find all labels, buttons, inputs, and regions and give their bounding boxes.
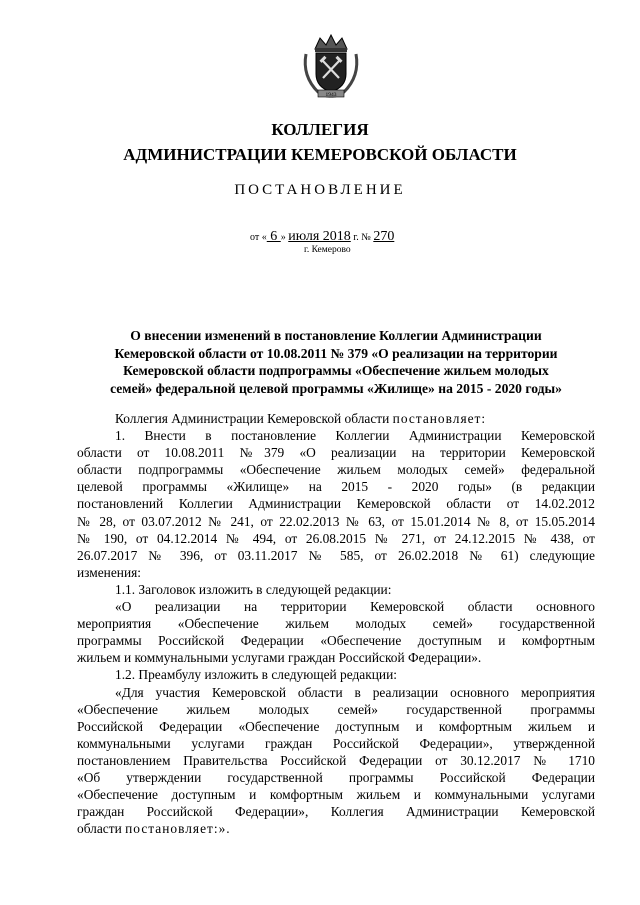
date-month-year: июля 2018: [288, 229, 351, 244]
paragraph-line: постановлений Коллегии Администрации Кемеровской области от 14.02.2012: [77, 496, 595, 512]
intro-paragraph: [77, 410, 595, 427]
quote-line: «Об утверждении государственной программы Российской Федерации: [77, 769, 595, 785]
paragraph-1-2: 1.2. Преамбулу изложить в следующей редакции:: [115, 667, 397, 683]
quote-last-text: области: [77, 821, 122, 837]
city: г. Кемерово: [304, 245, 351, 255]
date-line: [250, 229, 394, 245]
quote-last-line: [77, 820, 595, 837]
quote-line: «О реализации на территории Кемеровской области основного: [115, 599, 595, 615]
quote-line: Российской Федерации «Обеспечение доступным и комфортным жильем и: [77, 718, 595, 734]
document-title: [76, 327, 596, 397]
title-line: семей» федеральной целевой программы «Жилище» на 2015 - 2020 годы»: [110, 380, 562, 396]
quote-line: «Для участия Кемеровской области в реализации основного мероприятия: [115, 684, 595, 700]
date-year-suffix: г.: [350, 232, 359, 243]
paragraph-line: 1. Внести в постановление Коллегии Администрации Кемеровской: [115, 428, 595, 444]
org-name-line2: АДМИНИСТРАЦИИ КЕМЕРОВСКОЙ ОБЛАСТИ: [123, 145, 517, 164]
document-body: [77, 410, 595, 837]
quote-line: «Обеспечение жильем молодых семей» государственной программы: [77, 701, 595, 717]
org-name-line1: КОЛЛЕГИЯ: [271, 120, 369, 139]
date-mid: »: [280, 232, 289, 243]
date-day: 6: [266, 229, 281, 244]
intro-text: Коллегия Администрации Кемеровской области: [115, 411, 390, 426]
quote-last-verb: постановляет:».: [125, 821, 231, 837]
quote-line: мероприятия «Обеспечение жильем молодых семей» государственной: [77, 616, 595, 632]
number-prefix: №: [358, 232, 374, 243]
title-line: Кемеровской области от 10.08.2011 № 379 «О реализации на территории: [114, 345, 558, 361]
paragraph-line: области от 10.08.2011 №379 «О реализации на территории Кемеровской: [77, 445, 595, 461]
paragraph-line: изменения:: [77, 564, 142, 580]
title-line: О внесении изменений в постановление Коллегии Администрации: [130, 328, 542, 343]
document-type: ПОСТАНОВЛЕНИЕ: [234, 182, 406, 198]
paragraph-line: 26.07.2017 № 396, от 03.11.2017 № 585, от 26.02.2018 № 61) следующие: [77, 547, 595, 563]
quote-line: «Обеспечение доступным и комфортным жильем и коммунальными услугами: [77, 787, 595, 803]
emblem-year: 1943: [325, 92, 337, 98]
intro-verb: постановляет:: [392, 411, 487, 426]
kemerovo-coat-of-arms-icon: [296, 32, 366, 102]
quote-line: жильем и коммунальными услугами граждан Российской Федерации».: [77, 650, 482, 666]
document-number: 270: [373, 229, 395, 244]
quote-line: постановлением Правительства Российской Федерации от 30.12.2017 № 1710: [77, 752, 595, 768]
quote-line: коммунальными услугами граждан Российской Федерации», утвержденной: [77, 735, 595, 751]
paragraph-line: № 190, от 04.12.2014 № 494, от 26.08.2015 № 271, от 24.12.2015 № 438, от: [77, 530, 595, 546]
paragraph-1-1: 1.1. Заголовок изложить в следующей редакции:: [115, 581, 392, 597]
paragraph-line: области подпрограммы «Обеспечение жильем молодых семей» федеральной: [77, 462, 595, 478]
paragraph-line: № 28, от 03.07.2012 № 241, от 22.02.2013 № 63, от 15.01.2014 № 8, от 15.05.2014: [77, 513, 595, 529]
quote-line: программы Российской Федерации «Обеспечение доступным и комфортным: [77, 633, 595, 649]
date-prefix: от «: [250, 232, 267, 243]
title-line: Кемеровской области подпрограммы «Обеспечение жильем молодых: [123, 363, 549, 378]
quote-line: граждан Российской Федерации», Коллегия Администрации Кемеровской: [77, 804, 595, 820]
paragraph-line: целевой программы «Жилище» на 2015 - 2020 годы» (в редакции: [77, 479, 595, 495]
